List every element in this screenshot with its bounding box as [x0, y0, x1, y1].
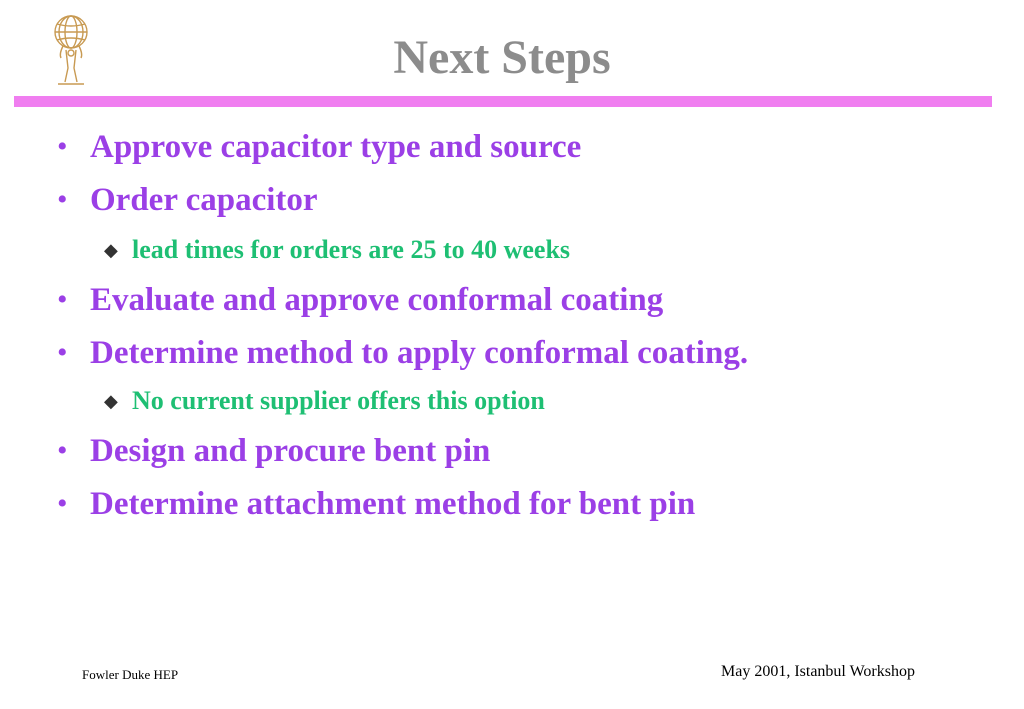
bullet-text: Order capacitor [90, 182, 318, 218]
bullet-dot-icon: • [57, 434, 68, 467]
bullet-text: Determine attachment method for bent pin [90, 486, 696, 522]
footer-event: May 2001, Istanbul Workshop [721, 663, 915, 680]
bullet-dot-icon: • [57, 487, 68, 520]
footer-author: Fowler Duke HEP [82, 667, 179, 682]
bullet-text: Evaluate and approve conformal coating [90, 282, 664, 318]
bullet-dot-icon: • [57, 183, 68, 216]
title-divider [14, 96, 992, 107]
diamond-bullet-icon: ◆ [104, 240, 118, 260]
sub-bullet-text: lead times for orders are 25 to 40 weeks [132, 235, 571, 264]
sub-bullet-text: No current supplier offers this option [132, 386, 545, 415]
bullet-text: Design and procure bent pin [90, 433, 491, 469]
bullet-text: Determine method to apply conformal coating. [90, 335, 749, 371]
slide-title: Next Steps [393, 31, 611, 84]
diamond-bullet-icon: ◆ [104, 391, 118, 411]
bullet-dot-icon: • [57, 283, 68, 316]
bullet-text: Approve capacitor type and source [90, 129, 582, 165]
bullet-dot-icon: • [57, 336, 68, 369]
bullet-dot-icon: • [57, 130, 68, 163]
